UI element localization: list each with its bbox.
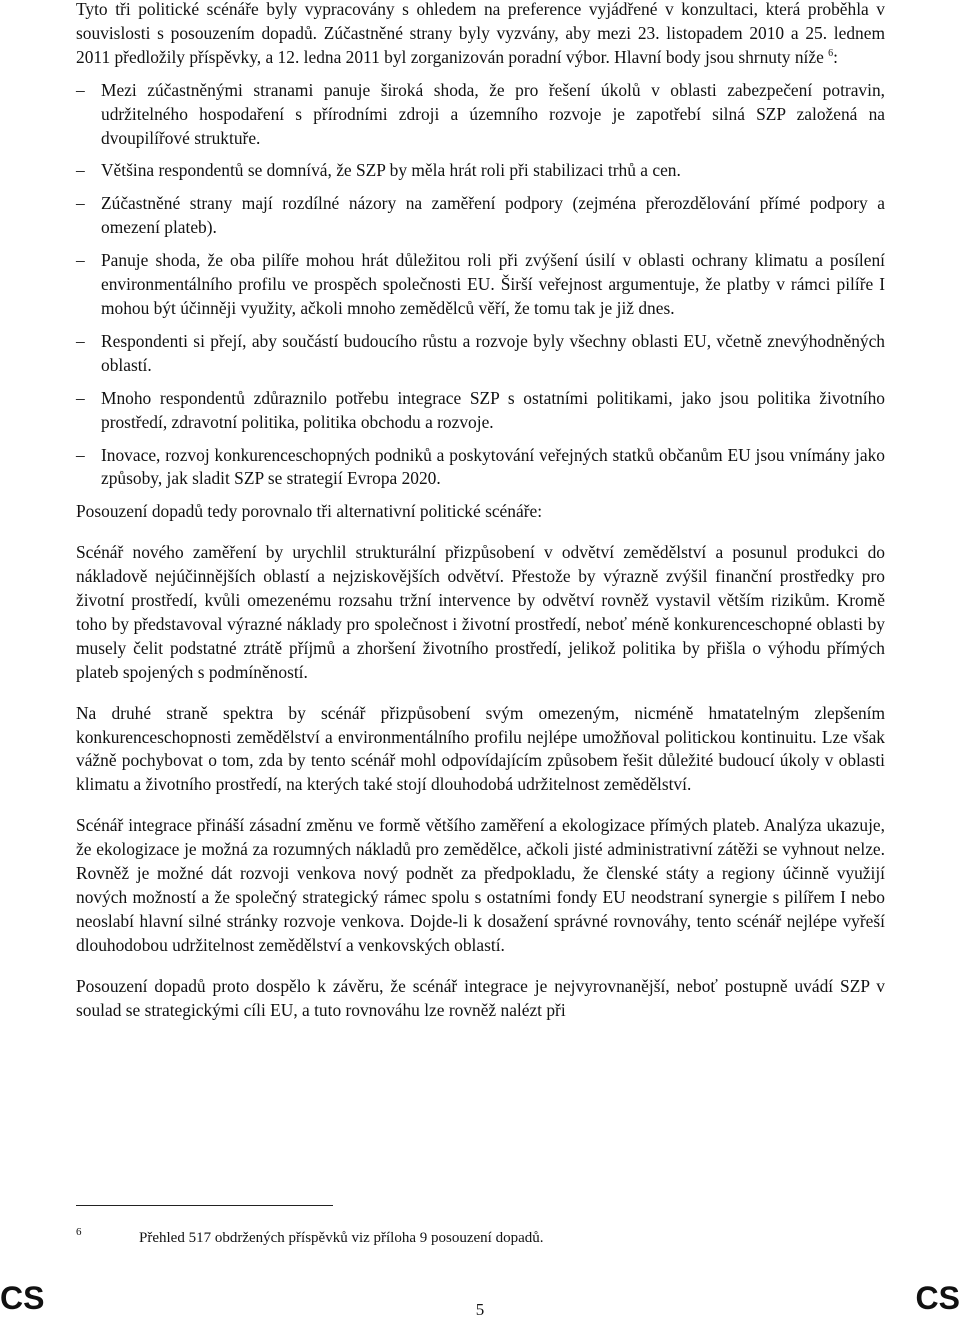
intro-suffix: : — [833, 46, 839, 67]
dash-marker: – — [76, 444, 85, 465]
page-number: 5 — [475, 1300, 485, 1319]
dash-marker: – — [76, 160, 85, 181]
list-item — [76, 159, 885, 183]
consultation-summary-list — [76, 79, 885, 492]
list-item-text: Panuje shoda, že oba pilíře mohou hrát důležitou roli při zvýšení úsilí v oblasti ochrany klimatu a posílení environmentálního profilu ve prospěch společnosti EU. Širší veřejnost argumentuje, že platby v rámci pilíře I mohou být účinněji využity, ačkoli mnoho zemědělců věří, že tomu tak je již dnes. — [101, 250, 885, 318]
list-item-text: Respondenti si přejí, aby součástí budoucího růstu a rozvoje byly všechny oblasti EU, včetně znevýhodněných oblastí. — [101, 330, 885, 375]
dash-marker: – — [76, 79, 85, 100]
list-item — [76, 387, 885, 435]
list-item-text: Mezi zúčastněnými stranami panuje široká shoda, že pro řešení úkolů v oblasti zabezpečení potravin, udržitelného hospodaření s přírodními zdroji a územního rozvoje je zapotřebí silná SZP založená na dvoupilířové struktuře. — [101, 79, 885, 148]
list-item-text: Zúčastněné strany mají rozdílné názory na zaměření podpory (zejména přerozdělování přímé podpory a omezení plateb). — [101, 193, 885, 238]
intro-text: Tyto tři politické scénáře byly vypracovány s ohledem na preference vyjádřené v konzultaci, která proběhla v souvislosti s posouzením dopadů. Zúčastněné strany byly vyzvány, aby mezi 23. listopadem 2010 a 25. lednem 2011 předložily příspěvky, a 12. ledna 2011 byl zorganizován poradní výbor. Hlavní body jsou shrnuty níže — [76, 0, 885, 67]
footer-language-code-left: CS — [0, 1280, 45, 1316]
refocus-scenario-paragraph: Scénář nového zaměření by urychlil strukturální přizpůsobení v odvětví zemědělství a posunul produkci do nákladově nejúčinnějších oblastí a nejziskovějších odvětví. Přestože by výrazně zvýšil finanční prostředky pro životní prostředí, kvůli omezenému rozsahu tržní intervence by odvětví rovněž vystavil větším rizikům. Kromě toho by představoval výrazné náklady pro společnost i životní prostředí, neboť méně konkurenceschopné oblasti by musely čelit podstatné ztrátě příjmů a zhoršení životního prostředí, jelikož politika by přišla o výhodu přímých plateb spojených s podmíněností. — [76, 542, 885, 682]
list-item — [76, 330, 885, 378]
list-item-text: Mnoho respondentů zdůraznilo potřebu integrace SZP s ostatními politikami, jako jsou politika životního prostředí, zdravotní politika, politika obchodu a rozvoje. — [101, 387, 885, 432]
footnote-number: 6 — [76, 1226, 82, 1238]
dash-marker: – — [76, 193, 85, 214]
list-item — [76, 249, 885, 321]
list-item-text: Většina respondentů se domnívá, že SZP by měla hrát roli při stabilizaci trhů a cen. — [101, 160, 681, 181]
adjustment-scenario-paragraph: Na druhé straně spektra by scénář přizpůsobení svým omezeným, nicméně hmatatelným zlepšením konkurenceschopnosti zemědělství a environmentálního profilu nejlépe umožňoval politickou kontinuitu. Lze však vážně pochybovat o tom, zda by tento scénář mohl odpovídajícím způsobem řešit důležité budoucí úkoly v oblasti klimatu a životního prostředí, na kterých také stojí dlouhodobá udržitelnost zemědělství. — [76, 702, 885, 795]
scenario-intro-paragraph: Posouzení dopadů tedy porovnalo tři alternativní politické scénáře: — [76, 501, 543, 522]
conclusion-paragraph: Posouzení dopadů proto dospělo k závěru, že scénář integrace je nejvyrovnanější, neboť postupně uvádí SZP v soulad se strategickými cíli EU, a tuto rovnováhu lze rovněž nalézt při — [76, 975, 885, 1020]
dash-marker: – — [76, 250, 85, 271]
list-item — [76, 79, 885, 151]
list-item — [76, 192, 885, 240]
footnote-separator — [76, 1205, 333, 1206]
footnote-reference[interactable]: 6 — [828, 48, 834, 60]
list-item — [76, 444, 885, 492]
list-item-text: Inovace, rozvoj konkurenceschopných podniků a poskytování veřejných statků občanům EU jsou vnímány jako způsoby, jak sladit SZP se strategií Evropa 2020. — [101, 444, 885, 489]
footnote-text: Přehled 517 obdržených příspěvků viz příloha 9 posouzení dopadů. — [139, 1230, 544, 1246]
dash-marker: – — [76, 330, 85, 351]
intro-paragraph — [76, 0, 885, 70]
dash-marker: – — [76, 387, 85, 408]
footer-language-code-right: CS — [915, 1280, 960, 1316]
document-body — [76, 0, 885, 1023]
integration-scenario-paragraph: Scénář integrace přináší zásadní změnu ve formě většího zaměření a ekologizace přímých plateb. Analýza ukazuje, že ekologizace je možná za rozumných nákladů pro zemědělce, ačkoli jisté administrativní zátěži se vyhnout nelze. Rovněž je možné dát rozvoji venkova nový podnět za předpokladu, že členské státy a regiony účinně využijí nových možností a že společný strategický rámec spolu s ostatními fondy EU neodstraní synergie s pilířem I nebo neoslabí hlavní silné stránky rozvoje venkova. Dojde-li k dosažení správné rovnováhy, tento scénář nejlépe vyřeší dlouhodobou udržitelnost zemědělství a venkovských oblastí. — [76, 815, 885, 955]
